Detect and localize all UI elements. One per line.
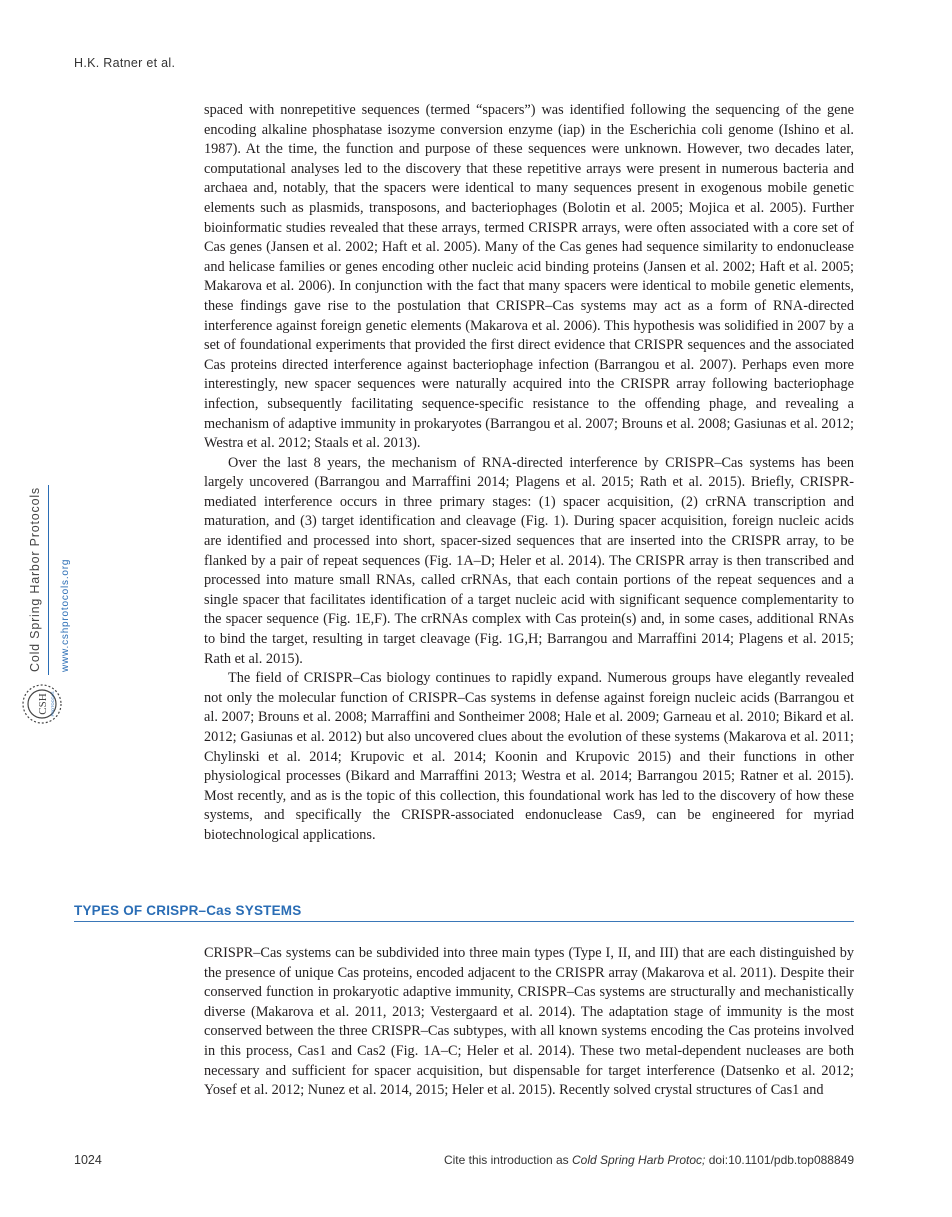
intro-paragraph-3: The field of CRISPR–Cas biology continues to rapidly expand. Numerous groups have elegantly revealed not only the molecular function of CRISPR–Cas systems in defense against foreign nucleic acids (Barrangou et al. 2007; Brouns et al. 2008; Marraffini and Sontheimer 2008; Hale et al. 2009; Garneau et al. 2010; Bikard et al. 2012; Gasiunas et al. 2012) but also uncovered clues about the evolution of these systems (Makarova et al. 2011; Chylinski et al. 2014; Krupovic et al. 2014; Koonin and Krupovic 2015) and their functions in other physiological processes (Bikard and Marraffini 2013; Westra et al. 2014; Barrangou 2015; Ratner et al. 2015). Most recently, and as is the topic of this collection, this foundational work has led to the discovery of how these systems, and specifically the CRISPR-associated endonuclease Cas9, can be engineered for myriad biotechnological applications. xyxy=(204,670,854,843)
section-heading: TYPES OF CRISPR–Cas SYSTEMS xyxy=(74,903,854,922)
intro-paragraph-2: Over the last 8 years, the mechanism of RNA-directed interference by CRISPR–Cas systems has been largely uncovered (Barrangou and Marraffini 2014; Plagens et al. 2015; Rath et al. 2015). Briefly, CRISPR-mediated interference occurs in three primary stages: (1) spacer acquisition, (2) crRNA transcription and maturation, and (3) target identification and cleavage (Fig. 1). During spacer acquisition, foreign nucleic acids are identified and processed into short, spacer-sized sequences that are inserted into the CRISPR array, to be flanked by a pair of repeat sequences (Fig. 1A–D; Heler et al. 2014). The CRISPR array is then transcribed and processed into mature small RNAs, called crRNAs, that each contain portions of the repeat sequences and a single spacer that facilitates identification of a target nucleic acid with significant sequence complementarity to the spacer sequence (Fig. 1E,F). The crRNAs complex with Cas protein(s) and, in some cases, additional RNAs to bind the target, resulting in target cleavage (Fig. 1G,H; Barrangou and Marraffini 2014; Plagens et al. 2015; Rath et al. 2015). xyxy=(204,454,854,667)
journal-url-link[interactable]: www.cshprotocols.org xyxy=(60,558,71,672)
page-number: 1024 xyxy=(74,1153,102,1167)
citation-line xyxy=(444,1153,854,1167)
cite-doi[interactable]: doi:10.1101/pdb.top088849 xyxy=(705,1153,854,1167)
intro-text xyxy=(204,101,854,846)
journal-name: Cold Spring Harbor Protocols xyxy=(28,487,42,672)
intro-paragraph-1: spaced with nonrepetitive sequences (termed “spacers”) was identified following the sequencing of the gene encoding alkaline phosphatase isozyme conversion enzyme (iap) in the Escherichia coli genome (Ishino et al. 1987). At the time, the function and purpose of these sequences were unknown. However, two decades later, computational analyses led to the discovery that these repetitive arrays were present in numerous bacteria and archaea and, notably, that the spacers were identical to many sequences present in exogenous mobile genetic elements such as plasmids, transposons, and bacteriophages (Bolotin et al. 2005; Mojica et al. 2005). Further bioinformatic studies revealed that these arrays, termed CRISPR arrays, were often associated with a core set of Cas genes (Jansen et al. 2002; Haft et al. 2005). Many of the Cas genes had sequence similarity to endonuclease and helicase families or genes encoding other nucleic acid binding proteins (Jansen et al. 2002; Haft et al. 2005; Makarova et al. 2006). In conjunction with the fact that many spacers were identical to mobile genetic elements, these findings gave rise to the postulation that CRISPR–Cas systems may act as a form of RNA-directed interference against foreign genetic elements (Makarova et al. 2006). This hypothesis was solidified in 2007 by a set of foundational experiments that provided the first direct evidence that CRISPR sequences and the associated Cas proteins directed interference against bacteriophage infection (Barrangou et al. 2007). Perhaps even more interestingly, new spacer sequences were naturally acquired into the CRISPR array following bacteriophage infection, subsequently facilitating sequence-specific resistance to the offending phage, and revealing a mechanism of adaptive immunity in prokaryotes (Barrangou et al. 2007; Brouns et al. 2008; Gasiunas et al. 2012; Westra et al. 2012; Staals et al. 2013). xyxy=(204,102,854,452)
sidebar-divider xyxy=(48,485,49,675)
journal-sidebar xyxy=(18,480,78,780)
running-head: H.K. Ratner et al. xyxy=(74,56,176,70)
logo-subtext: PROTOCOLS xyxy=(50,691,55,717)
cite-prefix: Cite this introduction as xyxy=(443,1153,572,1167)
section-paragraph-1: CRISPR–Cas systems can be subdivided into three main types (Type I, II, and III) that are each distinguished by the presence of unique Cas proteins, encoded adjacent to the CRISPR array (Makarova et al. 2011). Despite their conserved function in prokaryotic adaptive immunity, CRISPR–Cas systems are structurally and mechanistically diverse (Makarova et al. 2011, 2013; Vestergaard et al. 2014). The adaptation stage of immunity is the most conserved between the three CRISPR–Cas subtypes, with all known systems encoding the Cas proteins involved in this process, Cas1 and Cas2 (Fig. 1A–C; Heler et al. 2014). These two metal-dependent nucleases are both necessary and sufficient for spacer acquisition, but dispensable for target interference (Datsenko et al. 2012; Yosef et al. 2012; Nunez et al. 2014, 2015; Heler et al. 2015). Recently solved crystal structures of Cas1 and xyxy=(204,945,854,1099)
cite-journal: Cold Spring Harb Protoc; xyxy=(572,1153,706,1167)
logo-text: CSH xyxy=(37,693,49,715)
csh-protocols-logo xyxy=(18,680,66,728)
section-text xyxy=(204,944,854,1101)
